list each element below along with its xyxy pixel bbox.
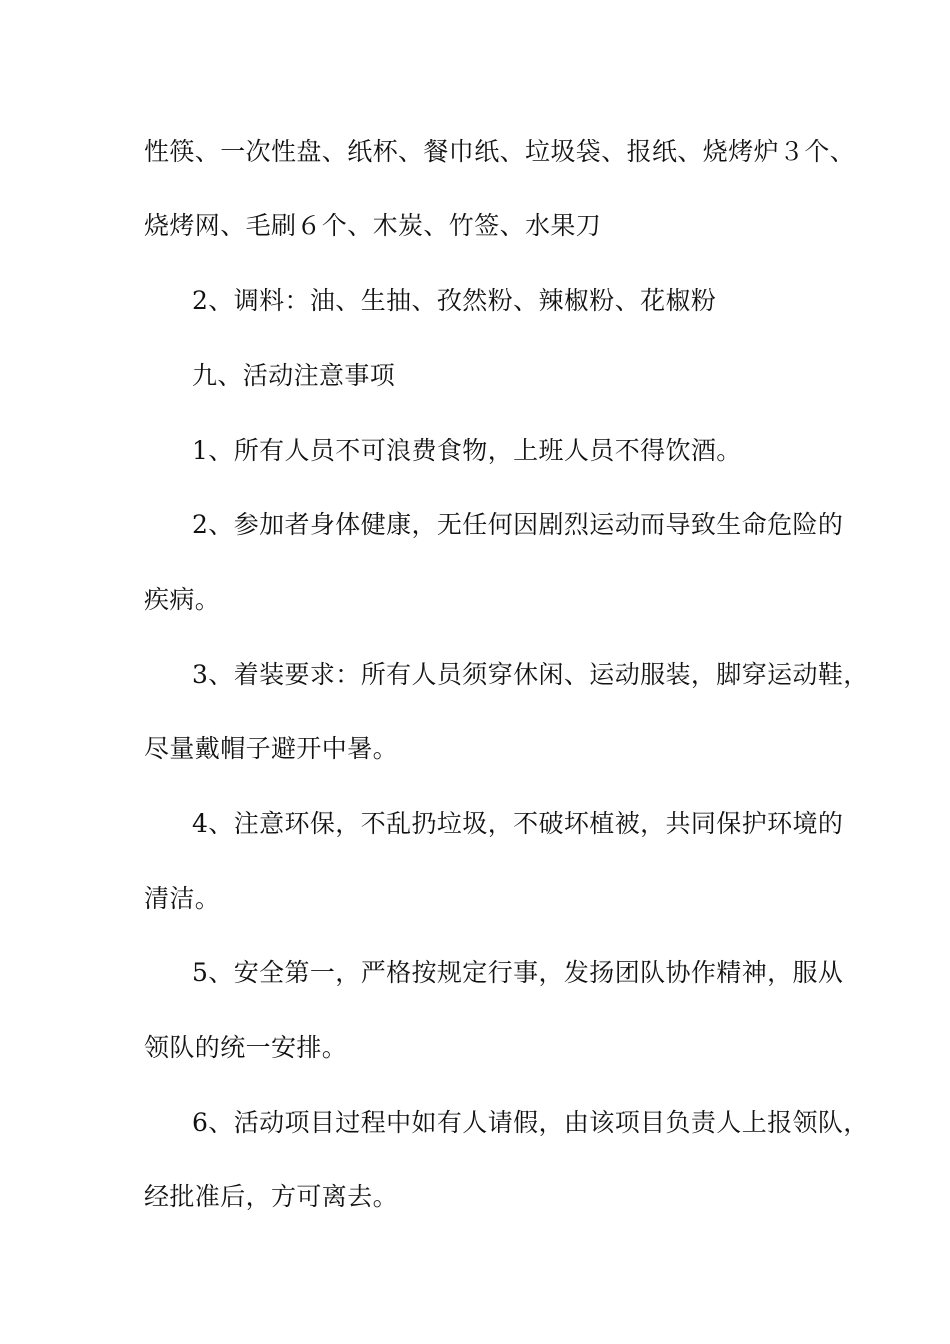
list-item-continuation: 经批准后，方可离去。 (144, 1182, 399, 1211)
list-item-continuation: 疾病。 (144, 585, 221, 614)
section-heading: 九、活动注意事项 (192, 361, 396, 390)
list-item: 6、活动项目过程中如有人请假，由该项目负责人上报领队， (192, 1108, 869, 1137)
list-item-continuation: 清洁。 (144, 884, 221, 913)
list-item: 2、参加者身体健康，无任何因剧烈运动而导致生命危险的 (192, 510, 844, 539)
text-line: 性筷、一次性盘、纸杯、餐巾纸、垃圾袋、报纸、烧烤炉３个、 (144, 137, 856, 166)
list-item-continuation: 领队的统一安排。 (144, 1033, 348, 1062)
text-line: 烧烤网、毛刷６个、木炭、竹签、水果刀 (144, 211, 602, 240)
list-item: 4、注意环保，不乱扔垃圾，不破坏植被，共同保护环境的 (192, 809, 844, 838)
list-item: 1、所有人员不可浪费食物，上班人员不得饮酒。 (192, 436, 742, 465)
list-item-seasonings: 2、调料：油、生抽、孜然粉、辣椒粉、花椒粉 (192, 286, 717, 315)
list-item-continuation: 尽量戴帽子避开中暑。 (144, 734, 399, 763)
list-item: 5、安全第一，严格按规定行事，发扬团队协作精神，服从 (192, 958, 844, 987)
list-item: 3、着装要求：所有人员须穿休闲、运动服装，脚穿运动鞋， (192, 660, 869, 689)
